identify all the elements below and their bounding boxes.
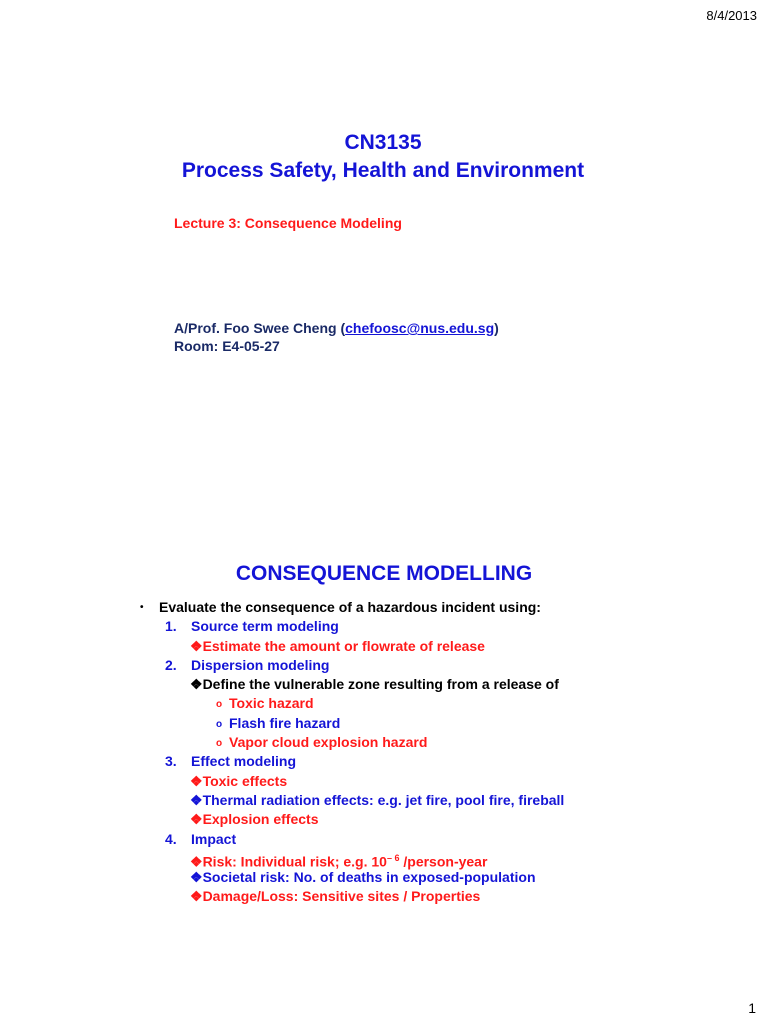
diamond-bullet-icon: ❖ <box>190 772 203 789</box>
diamond-bullet-icon: ❖ <box>190 853 203 870</box>
sub-item <box>0 887 768 906</box>
item-number: 3. <box>165 753 177 770</box>
intro-text: Evaluate the consequence of a hazardous incident using: <box>159 599 541 615</box>
list-item <box>0 617 768 636</box>
sub-item <box>0 810 768 829</box>
sub-item <box>0 868 768 887</box>
slide-body <box>0 598 768 907</box>
list-item <box>0 656 768 675</box>
instructor-name: A/Prof. Foo Swee Cheng ( <box>174 320 346 336</box>
hazard-text: Flash fire hazard <box>229 714 341 731</box>
instructor-line <box>174 318 499 338</box>
circle-bullet-icon: o <box>216 699 223 711</box>
sub-item-text: ❖Societal risk: No. of deaths in exposed-population <box>190 869 536 886</box>
sub-item-text: ❖Risk: Individual risk; e.g. $10^{- 6}$ /person-year <box>190 852 488 870</box>
diamond-bullet-icon: ❖ <box>190 869 203 886</box>
diamond-bullet-icon: ❖ <box>190 676 203 693</box>
diamond-bullet-icon: ❖ <box>190 637 203 654</box>
sub-item <box>0 637 768 656</box>
item-label: Effect modeling <box>191 753 297 770</box>
page-date: 8/4/2013 <box>706 8 757 23</box>
sub-item-text: ❖Toxic effects <box>190 772 288 789</box>
sub-item <box>0 675 768 694</box>
item-number: 1. <box>165 618 177 635</box>
course-title: Process Safety, Health and Environment <box>181 159 585 182</box>
sub-item <box>0 791 768 810</box>
title-slide <box>0 130 768 354</box>
item-number: 4. <box>165 830 177 847</box>
bullet-icon: • <box>140 602 144 613</box>
hazard-text: Toxic hazard <box>229 695 314 712</box>
sub-item-text: ❖Thermal radiation effects: e.g. jet fire, pool fire, fireball <box>190 791 565 808</box>
consequence-slide <box>0 560 768 905</box>
circle-bullet-icon: o <box>216 718 223 730</box>
diamond-bullet-icon: ❖ <box>190 811 203 828</box>
sub-item-text: ❖Damage/Loss: Sensitive sites / Properties <box>190 888 481 905</box>
item-label: Source term modeling <box>191 618 339 635</box>
item-number: 2. <box>165 656 177 673</box>
sub-item-text: ❖Explosion effects <box>190 811 319 828</box>
intro-row <box>0 598 768 617</box>
sub-item-text: ❖Define the vulnerable zone resulting from a release of <box>190 676 559 693</box>
list-item <box>0 752 768 771</box>
instructor-email-link[interactable]: chefoosc@nus.edu.sg <box>345 320 495 336</box>
hazard-text: Vapor cloud explosion hazard <box>229 734 428 751</box>
hazard-item <box>0 733 768 752</box>
diamond-bullet-icon: ❖ <box>190 791 203 808</box>
page-number: 1 <box>748 1000 756 1016</box>
lecture-title: Lecture 3: Consequence Modeling <box>174 215 402 231</box>
list-item <box>0 830 768 849</box>
item-label: Dispersion modeling <box>191 656 330 673</box>
instructor-suffix: ) <box>494 320 499 336</box>
exponent: – 6 <box>386 852 400 863</box>
hazard-item <box>0 694 768 713</box>
course-code: CN3135 <box>344 131 422 154</box>
diamond-bullet-icon: ❖ <box>190 888 203 905</box>
sub-item-text: ❖Estimate the amount or flowrate of release <box>190 637 485 654</box>
hazard-item <box>0 714 768 733</box>
sub-item <box>0 772 768 791</box>
sub-item <box>0 849 768 868</box>
item-label: Impact <box>191 830 237 847</box>
circle-bullet-icon: o <box>216 738 223 750</box>
slide-title: CONSEQUENCE MODELLING <box>235 562 533 585</box>
room-info: Room: E4-05-27 <box>174 338 280 354</box>
